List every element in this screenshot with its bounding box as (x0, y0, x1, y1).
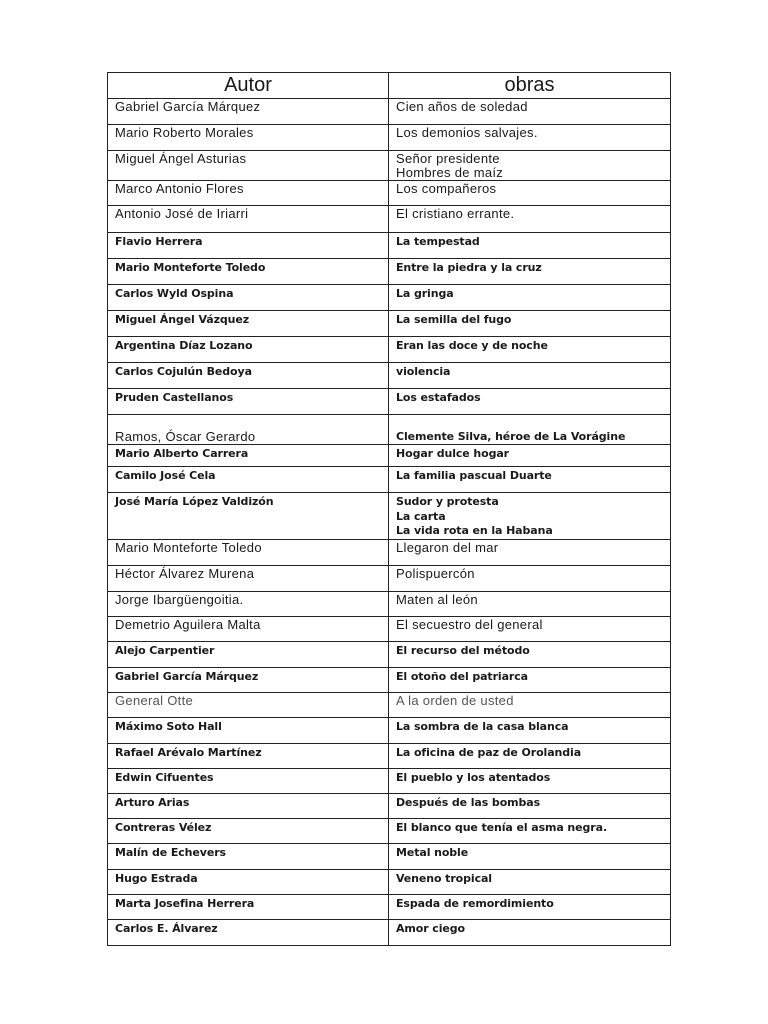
works-cell: violencia (389, 363, 671, 389)
author-cell: Mario Monteforte Toledo (108, 259, 389, 285)
table-row (108, 818, 671, 843)
works-cell: Amor ciego (389, 919, 671, 945)
works-cell: Entre la piedra y la cruz (389, 259, 671, 285)
works-cell: Llegaron del mar (389, 539, 671, 565)
works-cell: Espada de remordimiento (389, 894, 671, 919)
table-row (108, 591, 671, 616)
table-row (108, 919, 671, 945)
works-cell: Señor presidente Hombres de maíz (389, 151, 671, 181)
works-cell: Cien años de soledad (389, 99, 671, 125)
works-cell: El blanco que tenía el asma negra. (389, 818, 671, 843)
author-cell: Antonio José de Iriarri (108, 206, 389, 233)
table-row (108, 206, 671, 233)
author-cell: Marco Antonio Flores (108, 181, 389, 206)
table-row (108, 259, 671, 285)
works-cell: Polispuercón (389, 565, 671, 591)
table-header-row (108, 73, 671, 99)
author-cell: Demetrio Aguilera Malta (108, 616, 389, 641)
table-row (108, 616, 671, 641)
author-cell: Argentina Díaz Lozano (108, 337, 389, 363)
works-cell: La gringa (389, 285, 671, 311)
works-cell: Maten al león (389, 591, 671, 616)
table-row (108, 151, 671, 181)
author-cell: Pruden Castellanos (108, 389, 389, 415)
author-cell: Malín de Echevers (108, 843, 389, 869)
author-cell: Flavio Herrera (108, 233, 389, 259)
works-cell: El secuestro del general (389, 616, 671, 641)
table-row (108, 641, 671, 667)
works-cell: La semilla del fugo (389, 311, 671, 337)
author-cell: Alejo Carpentier (108, 641, 389, 667)
table-row (108, 493, 671, 540)
author-cell: Hugo Estrada (108, 869, 389, 894)
table-row (108, 337, 671, 363)
table-row (108, 389, 671, 415)
table-row (108, 717, 671, 743)
works-cell: El otoño del patriarca (389, 667, 671, 692)
table-row (108, 894, 671, 919)
author-cell: Héctor Álvarez Murena (108, 565, 389, 591)
author-cell: Marta Josefina Herrera (108, 894, 389, 919)
author-cell: Carlos Cojulún Bedoya (108, 363, 389, 389)
works-cell: El pueblo y los atentados (389, 768, 671, 793)
works-cell: Los compañeros (389, 181, 671, 206)
author-column-header: Autor (108, 73, 389, 99)
works-cell: Eran las doce y de noche (389, 337, 671, 363)
author-cell: Rafael Arévalo Martínez (108, 743, 389, 768)
author-cell: Mario Roberto Morales (108, 125, 389, 151)
table-row (108, 467, 671, 493)
table-row (108, 768, 671, 793)
table-row (108, 692, 671, 717)
table-row (108, 285, 671, 311)
author-cell: Contreras Vélez (108, 818, 389, 843)
author-cell: General Otte (108, 692, 389, 717)
author-cell: Gabriel García Márquez (108, 667, 389, 692)
works-cell: Metal noble (389, 843, 671, 869)
table-row (108, 869, 671, 894)
author-cell: Jorge Ibargüengoitia. (108, 591, 389, 616)
table-row (108, 793, 671, 818)
table-row (108, 99, 671, 125)
works-cell: Los demonios salvajes. (389, 125, 671, 151)
author-cell: Ramos, Óscar Gerardo (108, 415, 389, 445)
author-cell: Miguel Ángel Asturias (108, 151, 389, 181)
table-row (108, 539, 671, 565)
works-cell: Los estafados (389, 389, 671, 415)
table-row (108, 667, 671, 692)
author-cell: Máximo Soto Hall (108, 717, 389, 743)
works-cell: Clemente Silva, héroe de La Vorágine (389, 415, 671, 445)
author-cell: Edwin Cifuentes (108, 768, 389, 793)
author-cell: Mario Alberto Carrera (108, 445, 389, 467)
table-row (108, 743, 671, 768)
works-cell: A la orden de usted (389, 692, 671, 717)
works-cell: El recurso del método (389, 641, 671, 667)
works-column-header: obras (389, 73, 671, 99)
works-cell: Después de las bombas (389, 793, 671, 818)
table-row (108, 233, 671, 259)
authors-works-table (107, 72, 671, 946)
table-row (108, 445, 671, 467)
author-cell: Carlos Wyld Ospina (108, 285, 389, 311)
table-row (108, 843, 671, 869)
works-cell: La familia pascual Duarte (389, 467, 671, 493)
author-cell: Gabriel García Márquez (108, 99, 389, 125)
works-cell: Veneno tropical (389, 869, 671, 894)
works-cell: Hogar dulce hogar (389, 445, 671, 467)
author-cell: Camilo José Cela (108, 467, 389, 493)
works-cell: Sudor y protesta La carta La vida rota en la Habana (389, 493, 671, 540)
works-cell: La sombra de la casa blanca (389, 717, 671, 743)
table-row (108, 565, 671, 591)
author-cell: Mario Monteforte Toledo (108, 539, 389, 565)
works-cell: La oficina de paz de Orolandia (389, 743, 671, 768)
author-cell: Miguel Ángel Vázquez (108, 311, 389, 337)
table-row (108, 181, 671, 206)
author-cell: José María López Valdizón (108, 493, 389, 540)
table-row (108, 125, 671, 151)
works-cell: El cristiano errante. (389, 206, 671, 233)
works-cell: La tempestad (389, 233, 671, 259)
author-cell: Carlos E. Álvarez (108, 919, 389, 945)
table-row (108, 415, 671, 445)
table-row (108, 311, 671, 337)
author-cell: Arturo Arias (108, 793, 389, 818)
table-row (108, 363, 671, 389)
